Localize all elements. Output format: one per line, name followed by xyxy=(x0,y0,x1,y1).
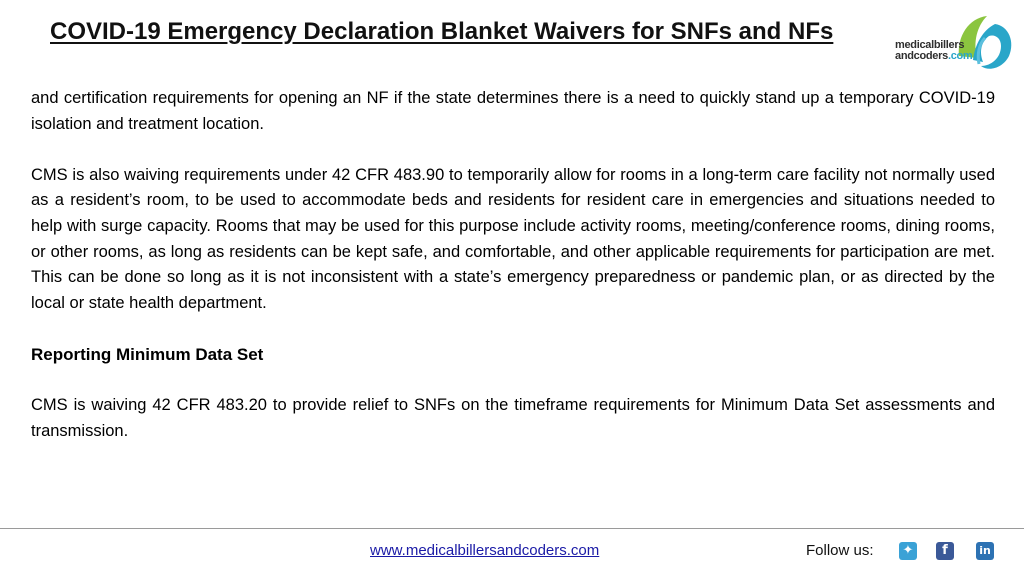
logo-wordmark xyxy=(895,40,972,62)
body-paragraph-3: CMS is waiving 42 CFR 483.20 to provide relief to SNFs on the timeframe requirements for Minimum Data Set assessments and transmission. xyxy=(31,396,995,440)
logo-suffix: .com xyxy=(947,50,973,62)
slide-body xyxy=(31,86,995,470)
body-paragraph-2: CMS is also waiving requirements under 42 CFR 483.90 to temporarily allow for rooms in a long-term care facility not normally used as a resident’s room, to be used to accommodate beds and residents for resident care in emergencies and situations needed to help with surge capacity. Rooms that may be used for this purpose include activity rooms, meeting/conference rooms, dining rooms, or other rooms, as long as residents can be kept safe, and comfortable, and other applicable requirements for participation are met. This can be done so long as it is not inconsistent with a state’s emergency preparedness or pandemic plan, or as directed by the local or state health department. xyxy=(31,165,995,312)
footer-divider xyxy=(0,528,1024,529)
page-title: COVID-19 Emergency Declaration Blanket Waivers for SNFs and NFs xyxy=(50,18,834,45)
logo-line-2: andcoders xyxy=(895,50,948,62)
linkedin-icon[interactable]: in xyxy=(976,542,994,560)
logo-line-1: medicalbillers xyxy=(895,39,965,51)
body-paragraph-1: and certification requirements for opening an NF if the state determines there is a need to quickly stand up a temporary COVID-19 isolation and treatment location. xyxy=(31,89,995,133)
website-link[interactable]: www.medicalbillersandcoders.com xyxy=(370,542,600,559)
section-heading: Reporting Minimum Data Set xyxy=(31,344,264,364)
facebook-icon[interactable]: f xyxy=(936,542,954,560)
company-logo[interactable] xyxy=(893,12,1015,72)
twitter-icon[interactable]: ✦ xyxy=(899,542,917,560)
follow-us-label: Follow us: xyxy=(806,542,874,559)
